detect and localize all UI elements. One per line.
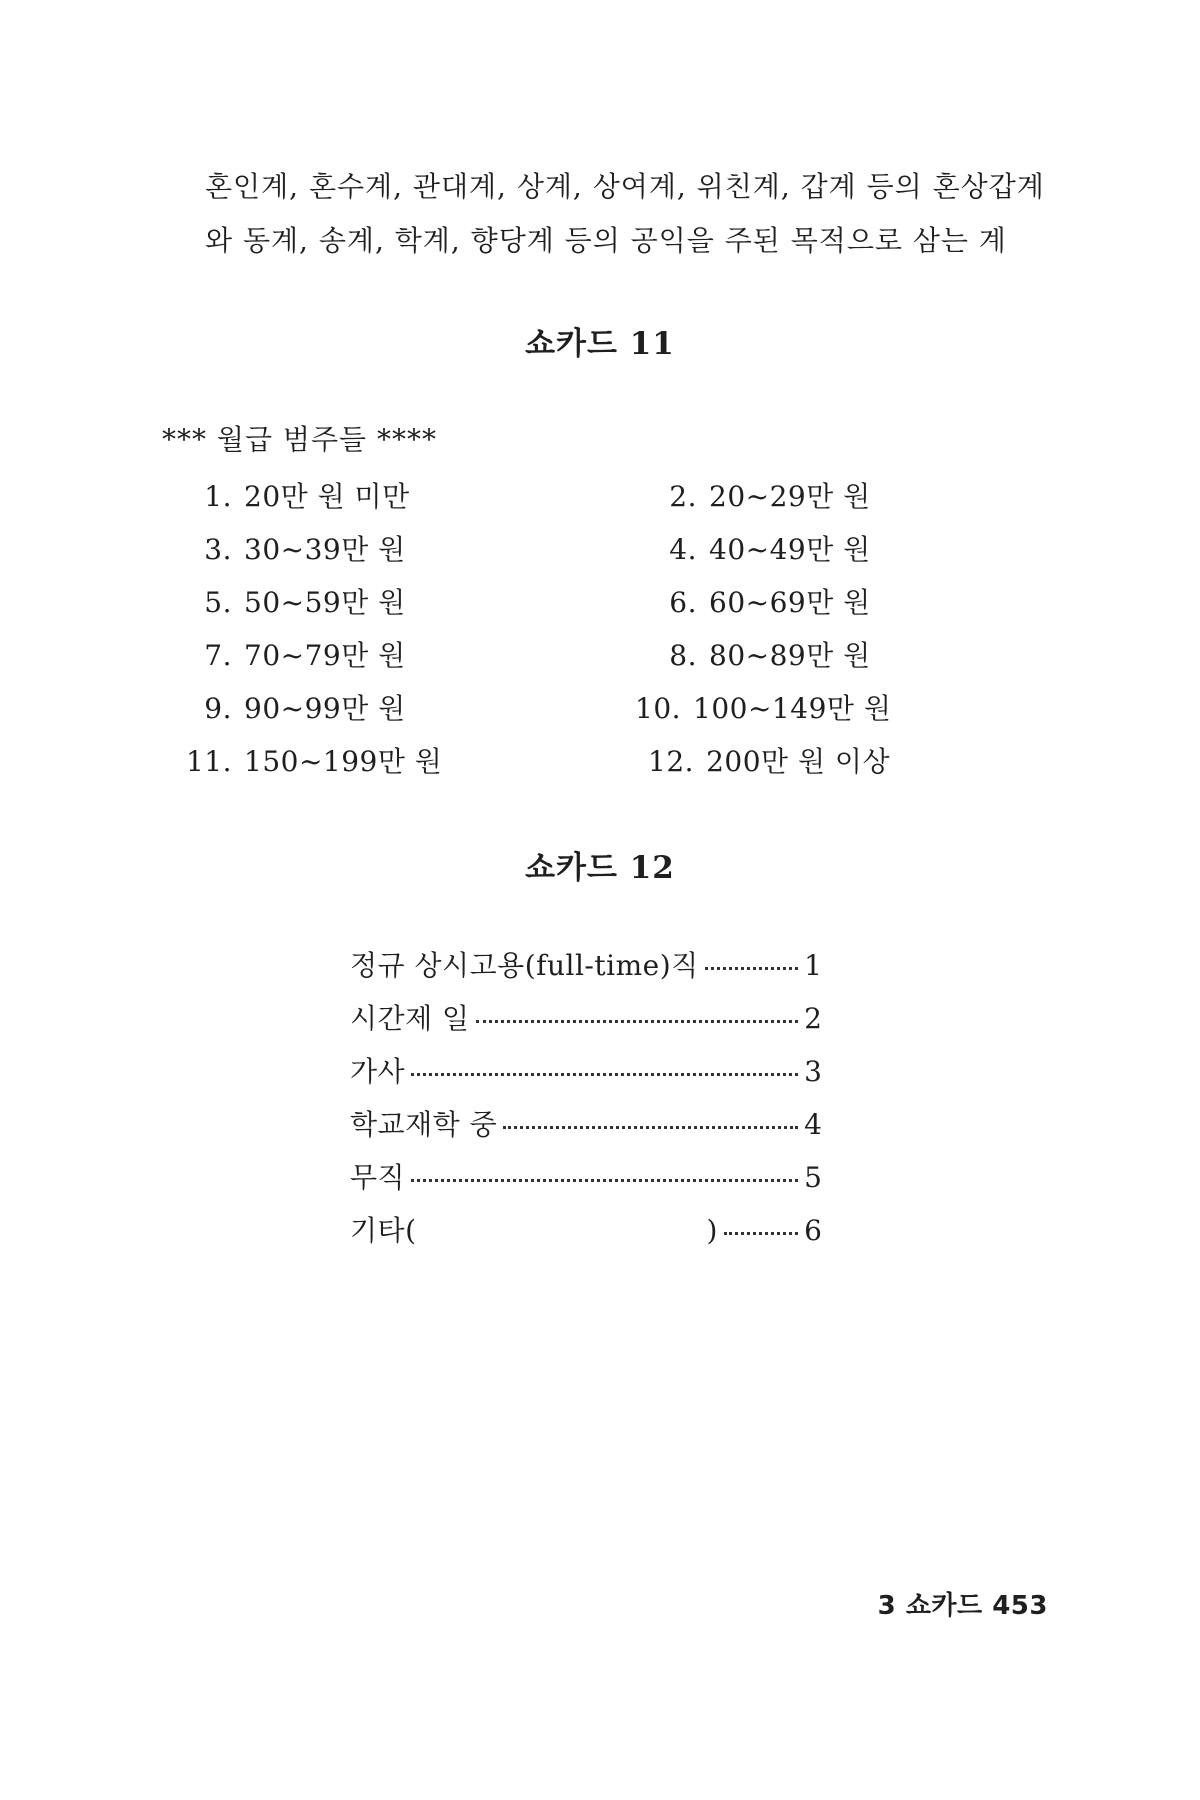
dot-leader: [503, 1126, 798, 1129]
employment-item: [350, 1103, 822, 1156]
item-label: 60~69만 원: [709, 585, 871, 619]
showcard-12-title: 쇼카드 12: [525, 850, 675, 886]
salary-item: [635, 528, 890, 568]
item-number: 6.: [669, 585, 697, 619]
employment-item: [350, 1156, 822, 1209]
employment-code: 1: [804, 949, 822, 982]
employment-close-paren: ): [706, 1214, 718, 1247]
employment-label: 무직: [350, 1161, 406, 1194]
dot-leader: [705, 967, 798, 970]
item-number: 4.: [669, 532, 697, 566]
item-number: 11.: [185, 744, 232, 778]
dot-leader: [411, 1179, 798, 1182]
employment-label: 학교재학 중: [350, 1108, 498, 1141]
employment-label: 시간제 일: [350, 1002, 470, 1035]
salary-item: [635, 687, 890, 727]
salary-item: [170, 528, 635, 568]
employment-item: [350, 997, 822, 1050]
salary-item: [635, 740, 890, 780]
dot-leader: [411, 1073, 798, 1076]
item-number: 3.: [204, 532, 232, 566]
page-footer: 3 쇼카드 453: [877, 1591, 1048, 1621]
employment-item: [350, 944, 822, 997]
salary-row: [170, 627, 890, 680]
salary-item: [635, 634, 890, 674]
showcard-11-title: 쇼카드 11: [525, 326, 675, 362]
item-label: 50~59만 원: [244, 585, 406, 619]
item-number: 8.: [669, 638, 697, 672]
salary-row: [170, 680, 890, 733]
item-label: 100~149만 원: [693, 691, 892, 725]
employment-label: 정규 상시고용(full-time)직: [350, 949, 699, 982]
salary-item: [635, 581, 890, 621]
item-label: 20~29만 원: [709, 479, 871, 513]
employment-code: 2: [804, 1002, 822, 1035]
item-number: 10.: [635, 691, 682, 725]
dot-leader: [476, 1020, 799, 1023]
intro-line-1: 혼인계, 혼수계, 관대계, 상계, 상여계, 위친계, 갑계 등의 혼상갑계: [205, 170, 1045, 203]
item-number: 1.: [204, 479, 232, 513]
employment-label: 기타(: [350, 1214, 417, 1247]
intro-line-2: 와 동계, 송계, 학계, 향당계 등의 공익을 주된 목적으로 삼는 계: [205, 224, 1007, 257]
item-number: 2.: [669, 479, 697, 513]
item-number: 12.: [648, 744, 695, 778]
item-label: 40~49만 원: [709, 532, 871, 566]
intro-paragraph: [205, 160, 1065, 268]
item-label: 150~199만 원: [244, 744, 443, 778]
employment-status-list: [350, 944, 822, 1262]
item-label: 90~99만 원: [244, 691, 406, 725]
salary-item: [170, 740, 635, 780]
salary-row: [170, 733, 890, 786]
employment-code: 3: [804, 1055, 822, 1088]
item-number: 9.: [204, 691, 232, 725]
salary-category-grid: [170, 468, 890, 786]
salary-row: [170, 468, 890, 521]
employment-item: [350, 1050, 822, 1103]
salary-item: [635, 475, 890, 515]
item-label: 20만 원 미만: [244, 479, 410, 513]
salary-item: [170, 581, 635, 621]
employment-code: 6: [804, 1214, 822, 1247]
salary-row: [170, 574, 890, 627]
salary-item: [170, 475, 635, 515]
employment-code: 5: [804, 1161, 822, 1194]
employment-item: [350, 1209, 822, 1262]
salary-row: [170, 521, 890, 574]
dot-leader: [724, 1232, 798, 1235]
employment-code: 4: [804, 1108, 822, 1141]
salary-item: [170, 634, 635, 674]
item-label: 200만 원 이상: [706, 744, 890, 778]
item-label: 70~79만 원: [244, 638, 406, 672]
salary-item: [170, 687, 635, 727]
employment-label: 가사: [350, 1055, 406, 1088]
item-number: 5.: [204, 585, 232, 619]
item-number: 7.: [204, 638, 232, 672]
salary-categories-title: *** 월급 범주들 ****: [162, 423, 437, 456]
item-label: 30~39만 원: [244, 532, 406, 566]
item-label: 80~89만 원: [709, 638, 871, 672]
